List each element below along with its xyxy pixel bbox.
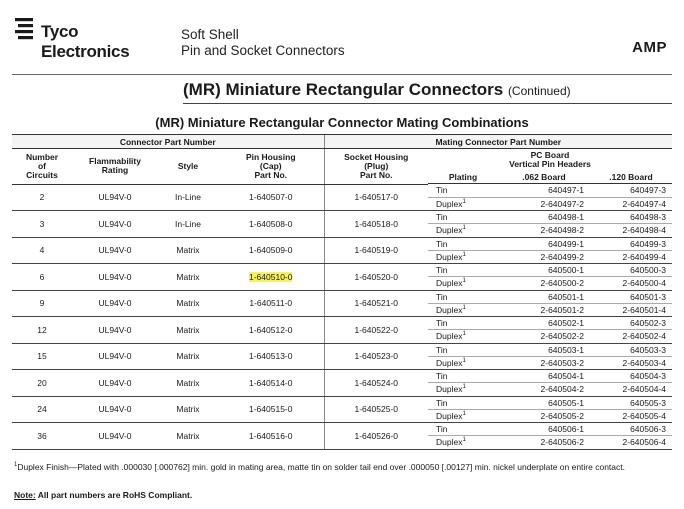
cell-062-tin: 640503-1 <box>498 343 590 356</box>
cell-120-tin: 640503-3 <box>590 343 672 356</box>
cell-flammability: UL94V-0 <box>72 370 158 397</box>
cell-plating-tin: Tin <box>428 290 498 303</box>
cell-style: Matrix <box>158 317 218 344</box>
plating-duplex-label: Duplex <box>436 331 463 342</box>
duplex-superscript: 1 <box>462 411 466 418</box>
table-row <box>12 370 672 383</box>
cell-pin-housing <box>218 211 324 238</box>
table-title: (MR) Miniature Rectangular Connector Mating Combinations <box>155 115 529 130</box>
col-header-flammability <box>72 149 158 184</box>
cell-062-tin: 640500-1 <box>498 264 590 277</box>
cell-socket-housing: 1-640521-0 <box>324 290 428 317</box>
cell-plating-tin: Tin <box>428 211 498 224</box>
cell-pin-housing <box>218 290 324 317</box>
table-row <box>12 423 672 436</box>
cell-plating-tin: Tin <box>428 237 498 250</box>
cell-circuits: 12 <box>12 317 72 344</box>
duplex-superscript: 1 <box>462 252 466 259</box>
col-header-pc-board <box>428 149 672 171</box>
cell-flammability: UL94V-0 <box>72 264 158 291</box>
cell-circuits: 6 <box>12 264 72 291</box>
cell-flammability: UL94V-0 <box>72 184 158 211</box>
cell-062-duplex: 2-640506-2 <box>498 436 590 449</box>
pin-housing-part: 1-640507-0 <box>249 192 293 203</box>
col-header-circuits <box>12 149 72 184</box>
cell-062-tin: 640497-1 <box>498 184 590 197</box>
plating-duplex-label: Duplex <box>436 278 463 289</box>
cell-circuits: 3 <box>12 211 72 238</box>
col-header-pin-housing-line3: Part No. <box>254 169 288 180</box>
cell-style: Matrix <box>158 423 218 450</box>
duplex-superscript: 1 <box>462 437 466 444</box>
plating-duplex-label: Duplex <box>436 357 463 368</box>
page-header <box>0 0 684 78</box>
plating-duplex-label: Duplex <box>436 384 463 395</box>
col-header-circuits-line1: Number <box>25 151 59 162</box>
col-header-120-board: .120 Board <box>590 171 672 184</box>
cell-plating-duplex <box>428 303 498 316</box>
table-row <box>12 184 672 197</box>
cell-pin-housing <box>218 237 324 264</box>
duplex-superscript: 1 <box>462 305 466 312</box>
cell-062-duplex: 2-640498-2 <box>498 224 590 237</box>
logo-text-tyco: Tyco <box>41 22 79 41</box>
duplex-superscript: 1 <box>462 358 466 365</box>
cell-pin-housing <box>218 343 324 370</box>
plating-duplex-label: Duplex <box>436 437 463 448</box>
cell-socket-housing: 1-640523-0 <box>324 343 428 370</box>
cell-flammability: UL94V-0 <box>72 290 158 317</box>
cell-flammability: UL94V-0 <box>72 211 158 238</box>
cell-style: Matrix <box>158 290 218 317</box>
col-header-socket-housing-line2: (Plug) <box>364 160 389 171</box>
duplex-superscript: 1 <box>462 331 466 338</box>
table-row <box>12 237 672 250</box>
tyco-logo-icon <box>15 16 37 42</box>
cell-socket-housing: 1-640520-0 <box>324 264 428 291</box>
cell-120-tin: 640502-3 <box>590 317 672 330</box>
cell-plating-duplex <box>428 224 498 237</box>
cell-flammability: UL94V-0 <box>72 343 158 370</box>
duplex-superscript: 1 <box>462 199 466 206</box>
cell-120-tin: 640497-3 <box>590 184 672 197</box>
cell-120-tin: 640498-3 <box>590 211 672 224</box>
col-header-plating: Plating <box>428 171 498 184</box>
table-row <box>12 396 672 409</box>
cell-circuits: 24 <box>12 396 72 423</box>
cell-062-duplex: 2-640505-2 <box>498 409 590 422</box>
cell-120-duplex: 2-640502-4 <box>590 330 672 343</box>
cell-pin-housing <box>218 184 324 211</box>
cell-pin-housing <box>218 264 324 291</box>
footnote-text: Duplex Finish—Plated with .000030 [.000762] min. gold in mating area, matte tin on solder tail end over .000050 [.00127] min. nickel underplate on entire contact. <box>17 462 625 472</box>
col-header-flammability-line2: Rating <box>101 165 129 176</box>
note-label: Note: <box>14 490 36 500</box>
cell-flammability: UL94V-0 <box>72 317 158 344</box>
cell-pin-housing <box>218 370 324 397</box>
rohs-note <box>14 490 192 500</box>
pin-housing-part: 1-640516-0 <box>249 430 293 441</box>
cell-062-tin: 640501-1 <box>498 290 590 303</box>
cell-plating-duplex <box>428 356 498 369</box>
mating-combinations-table <box>12 134 672 450</box>
cell-style: Matrix <box>158 396 218 423</box>
cell-062-tin: 640505-1 <box>498 396 590 409</box>
cell-flammability: UL94V-0 <box>72 423 158 450</box>
cell-120-duplex: 2-640504-4 <box>590 383 672 396</box>
cell-circuits: 2 <box>12 184 72 211</box>
table-row <box>12 264 672 277</box>
cell-062-duplex: 2-640501-2 <box>498 303 590 316</box>
col-header-circuits-line2: of <box>37 160 47 171</box>
title-divider <box>183 103 672 104</box>
cell-pin-housing <box>218 423 324 450</box>
col-header-socket-housing <box>324 149 428 184</box>
cell-062-tin: 640504-1 <box>498 370 590 383</box>
col-header-socket-housing-line3: Part No. <box>359 169 393 180</box>
cell-plating-tin: Tin <box>428 370 498 383</box>
pin-housing-part: 1-640514-0 <box>249 377 293 388</box>
cell-plating-duplex <box>428 250 498 263</box>
cell-pin-housing <box>218 396 324 423</box>
cell-plating-duplex <box>428 383 498 396</box>
pin-housing-part: 1-640509-0 <box>249 245 293 256</box>
col-header-pin-housing <box>218 149 324 184</box>
col-header-flammability-line1: Flammability <box>89 156 141 167</box>
cell-120-duplex: 2-640501-4 <box>590 303 672 316</box>
cell-062-duplex: 2-640502-2 <box>498 330 590 343</box>
cell-062-tin: 640502-1 <box>498 317 590 330</box>
cell-style: Matrix <box>158 370 218 397</box>
plating-duplex-label: Duplex <box>436 225 463 236</box>
group-header-connector: Connector Part Number <box>12 135 324 149</box>
col-header-style: Style <box>177 160 199 171</box>
duplex-superscript: 1 <box>462 278 466 285</box>
cell-062-duplex: 2-640504-2 <box>498 383 590 396</box>
cell-120-duplex: 2-640500-4 <box>590 277 672 290</box>
pin-housing-part: 1-640513-0 <box>249 351 293 362</box>
plating-duplex-label: Duplex <box>436 304 463 315</box>
section-title <box>181 27 345 59</box>
cell-062-tin: 640506-1 <box>498 423 590 436</box>
cell-120-duplex: 2-640506-4 <box>590 436 672 449</box>
page-title-suffix: (Continued) <box>507 84 571 98</box>
col-header-circuits-line3: Circuits <box>26 169 58 180</box>
cell-062-tin: 640499-1 <box>498 237 590 250</box>
cell-socket-housing: 1-640522-0 <box>324 317 428 344</box>
cell-120-tin: 640501-3 <box>590 290 672 303</box>
col-header-062-board: .062 Board <box>498 171 590 184</box>
page-title-text: (MR) Miniature Rectangular Connectors <box>183 80 504 99</box>
cell-socket-housing: 1-640526-0 <box>324 423 428 450</box>
cell-plating-tin: Tin <box>428 423 498 436</box>
cell-120-duplex: 2-640503-4 <box>590 356 672 369</box>
cell-flammability: UL94V-0 <box>72 237 158 264</box>
cell-120-tin: 640505-3 <box>590 396 672 409</box>
pin-housing-part: 1-640512-0 <box>249 324 293 335</box>
pin-housing-part: 1-640515-0 <box>249 404 293 415</box>
pin-housing-part: 1-640508-0 <box>249 218 293 229</box>
cell-062-duplex: 2-640499-2 <box>498 250 590 263</box>
plating-duplex-label: Duplex <box>436 198 463 209</box>
cell-socket-housing: 1-640525-0 <box>324 396 428 423</box>
cell-circuits: 20 <box>12 370 72 397</box>
table-row <box>12 211 672 224</box>
col-header-pc-board-line2: Vertical Pin Headers <box>509 158 591 169</box>
cell-120-duplex: 2-640497-4 <box>590 197 672 210</box>
section-title-line2: Pin and Socket Connectors <box>181 43 345 58</box>
col-header-pc-board-line1: PC Board <box>530 149 570 160</box>
cell-plating-duplex <box>428 330 498 343</box>
plating-duplex-label: Duplex <box>436 251 463 262</box>
cell-socket-housing: 1-640519-0 <box>324 237 428 264</box>
page-title <box>183 80 571 100</box>
group-header-mating: Mating Connector Part Number <box>324 135 672 149</box>
cell-plating-tin: Tin <box>428 184 498 197</box>
section-title-line1: Soft Shell <box>181 27 239 42</box>
cell-120-duplex: 2-640498-4 <box>590 224 672 237</box>
cell-flammability: UL94V-0 <box>72 396 158 423</box>
cell-circuits: 15 <box>12 343 72 370</box>
cell-style: In-Line <box>158 184 218 211</box>
note-text: All part numbers are RoHS Compliant. <box>37 490 193 500</box>
cell-062-duplex: 2-640503-2 <box>498 356 590 369</box>
col-header-pin-housing-line2: (Cap) <box>259 160 282 171</box>
cell-style: Matrix <box>158 264 218 291</box>
cell-style: Matrix <box>158 237 218 264</box>
cell-plating-tin: Tin <box>428 343 498 356</box>
cell-plating-duplex <box>428 409 498 422</box>
logo-text-electronics: Electronics <box>41 42 130 61</box>
col-header-pin-housing-line1: Pin Housing <box>245 151 296 162</box>
cell-pin-housing <box>218 317 324 344</box>
pin-housing-part: 1-640511-0 <box>249 298 293 309</box>
cell-plating-duplex <box>428 277 498 290</box>
highlighted-pin-housing-part: 1-640510-0 <box>249 271 293 282</box>
table-row <box>12 343 672 356</box>
cell-style: Matrix <box>158 343 218 370</box>
cell-120-tin: 640506-3 <box>590 423 672 436</box>
col-header-socket-housing-line1: Socket Housing <box>344 151 409 162</box>
cell-circuits: 36 <box>12 423 72 450</box>
cell-plating-duplex <box>428 197 498 210</box>
cell-socket-housing: 1-640524-0 <box>324 370 428 397</box>
header-divider <box>12 74 672 75</box>
cell-plating-tin: Tin <box>428 396 498 409</box>
cell-socket-housing: 1-640517-0 <box>324 184 428 211</box>
cell-120-duplex: 2-640505-4 <box>590 409 672 422</box>
cell-plating-duplex <box>428 436 498 449</box>
cell-circuits: 4 <box>12 237 72 264</box>
cell-plating-tin: Tin <box>428 264 498 277</box>
cell-circuits: 9 <box>12 290 72 317</box>
cell-120-tin: 640499-3 <box>590 237 672 250</box>
duplex-superscript: 1 <box>462 225 466 232</box>
duplex-superscript: 1 <box>462 384 466 391</box>
table-row <box>12 317 672 330</box>
cell-062-tin: 640498-1 <box>498 211 590 224</box>
footnote-marker: 1 <box>14 462 18 469</box>
tyco-electronics-logo <box>15 14 145 64</box>
duplex-footnote <box>14 462 674 473</box>
plating-duplex-label: Duplex <box>436 410 463 421</box>
cell-plating-tin: Tin <box>428 317 498 330</box>
cell-120-tin: 640504-3 <box>590 370 672 383</box>
cell-062-duplex: 2-640497-2 <box>498 197 590 210</box>
cell-120-tin: 640500-3 <box>590 264 672 277</box>
cell-style: In-Line <box>158 211 218 238</box>
cell-socket-housing: 1-640518-0 <box>324 211 428 238</box>
brand-label: AMP <box>632 39 667 56</box>
table-row <box>12 290 672 303</box>
cell-120-duplex: 2-640499-4 <box>590 250 672 263</box>
cell-062-duplex: 2-640500-2 <box>498 277 590 290</box>
